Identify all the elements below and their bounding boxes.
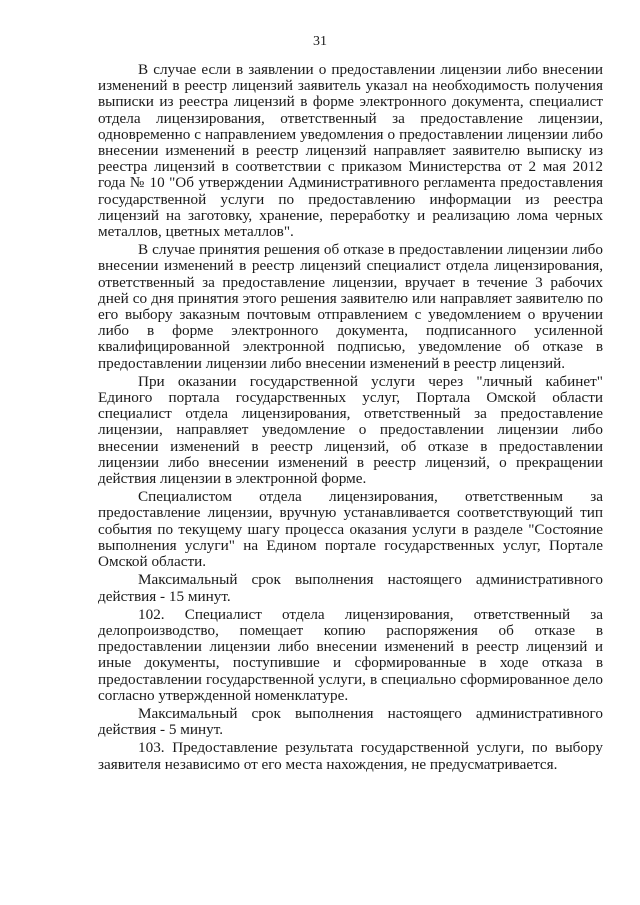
document-body	[98, 62, 603, 775]
paragraph-refusal-decision: В случае принятия решения об отказе в предоставлении лицензии либо внесении изменений в реестр лицензий специалист отдела лицензирования, ответственный за предоставление лицензии, вручает в течение 3 рабочих дней со дня принятия этого решения заявителю или направляет заявителю по его выбору заказным почтовым отправлением с уведомлением о вручении либо в форме электронного документа, подписанного усиленной квалифицированной электронной подписью, уведомление об отказе в предоставлении лицензии либо внесении изменений в реестр лицензий.	[98, 241, 603, 372]
paragraph-personal-cabinet: При оказании государственной услуги через "личный кабинет" Единого портала государственных услуг, Портала Омской области специалист отдела лицензирования, ответственный за предоставление лицензии, направляет уведомление о предоставлении лицензии либо внесении изменений в реестр лицензий, об отказе в предоставлении лицензии либо внесении изменений в реестр лицензий, о прекращении действия лицензии в электронной форме.	[98, 372, 603, 488]
page-number: 31	[313, 34, 327, 49]
paragraph-item-102: 102. Специалист отдела лицензирования, ответственный за делопроизводство, помещает копию распоряжения об отказе в предоставлении лицензии либо внесении изменений в реестр лицензий и иные документы, поступившие и сформированные в ходе отказа в предоставлении государственной услуги, в специально сформированное дело согласно утвержденной номенклатуре.	[98, 605, 603, 704]
paragraph-max-time-15: Максимальный срок выполнения настоящего административного действия - 15 минут.	[98, 571, 603, 605]
paragraph-event-status: Специалистом отдела лицензирования, ответственным за предоставление лицензии, вручную устанавливается соответствующий тип события по текущему шагу процесса оказания услуги в разделе "Состояние выполнения услуги" на Едином портале государственных услуг, Портале Омской области.	[98, 488, 603, 571]
paragraph-item-103: 103. Предоставление результата государственной услуги, по выбору заявителя независимо от его места нахождения, не предусматривается.	[98, 739, 603, 773]
paragraph-max-time-5: Максимальный срок выполнения настоящего административного действия - 5 минут.	[98, 704, 603, 739]
paragraph-extract-from-registry: В случае если в заявлении о предоставлении лицензии либо внесении изменений в реестр лицензий заявитель указал на необходимость получения выписки из реестра лицензий в форме электронного документа, специалист отдела лицензирования, ответственный за предоставление лицензии, одновременно с направлением уведомления о предоставлении лицензии либо внесении изменений в реестр лицензий направляет заявителю выписку из реестра лицензий в соответствии с приказом Министерства от 2 мая 2012 года № 10 "Об утверждении Административного регламента предоставления государственной услуги по предоставлению информации из реестра лицензий на заготовку, хранение, переработку и реализацию лома черных металлов, цветных металлов".	[98, 61, 603, 241]
